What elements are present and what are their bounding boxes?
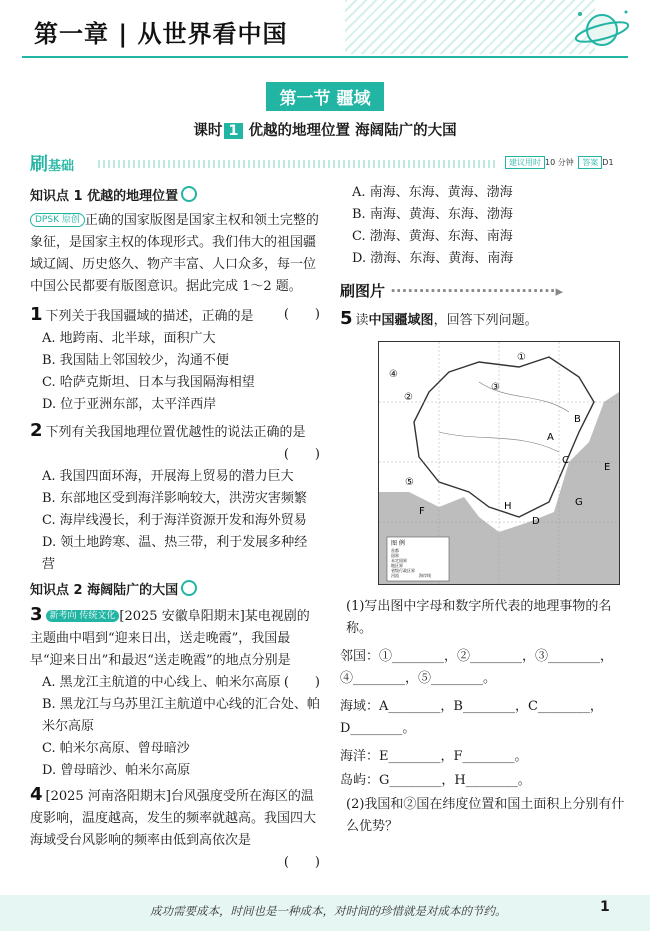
chapter-title: 第一章 | 从世界看中国: [34, 20, 288, 48]
q4-option-c: C. 渤海、黄海、东海、南海: [352, 229, 513, 244]
section-title: 第一节 疆域: [0, 82, 650, 111]
q4-paren: ( ): [283, 855, 320, 870]
map-label-5: ⑤: [405, 477, 414, 488]
map-label-3: ③: [491, 382, 500, 393]
map-label-b: B: [574, 414, 581, 425]
china-territory-map: [378, 341, 620, 585]
map-label-a: A: [547, 432, 554, 443]
legend-title: 图 例: [391, 540, 405, 547]
target-icon: [181, 580, 197, 596]
legend-item: 地区界: [391, 563, 403, 568]
q2-option-d: D. 领土地跨寒、温、热三带，利于发展多种经营: [42, 535, 308, 572]
map-label-g: G: [575, 497, 583, 508]
lesson-title: 课时 1 优越的地理位置 海阔陆广的大国: [193, 122, 457, 139]
seas-blanks: 海域：A________，B________，C________，D________。: [340, 699, 603, 736]
map-label-4: ④: [389, 369, 398, 380]
map-label-c: C: [562, 455, 569, 466]
planet-icon: [572, 6, 632, 54]
dpsk-tag: DPSK 原创: [30, 213, 85, 227]
subquestion-2: (2)我国和②国在纬度位置和国土面积上分别有什么优势？: [346, 797, 625, 834]
question-1: 1 下列关于我国疆域的描述，正确的是 ( ): [30, 304, 320, 325]
shua-jichu-heading: 刷基础: [30, 154, 75, 175]
map-label-2: ②: [404, 392, 413, 403]
map-label-d: D: [532, 516, 540, 527]
q3-option-b: B. 黑龙江与乌苏里江主航道中心线的汇合处、帕米尔高原: [42, 697, 320, 734]
q2-option-c: C. 海岸线漫长，利于海洋资源开发和海外贸易: [42, 513, 307, 528]
q2-option-b: B. 东部地区受到海洋影响较大，洪涝灾害频繁: [42, 491, 307, 506]
page-number: 1: [600, 899, 610, 915]
map-label-h: H: [504, 501, 512, 512]
question-4: 4 [2025 河南洛阳期末]台风强度受所在海区的温度影响，温度越高，发生的频率就越高。我国四大海域受台风影响的频率由低到高依次是: [30, 784, 317, 848]
legend-item: 首都: [391, 548, 399, 553]
q5-subquestions: [340, 596, 626, 838]
new-trend-tag: 新考向 传统文化: [46, 610, 120, 622]
q4-option-b: B. 南海、黄海、东海、渤海: [352, 207, 513, 222]
header-rule: [22, 56, 628, 58]
q1-option-c: C. 哈萨克斯坦、日本与我国隔海相望: [42, 375, 255, 390]
map-graphic: [379, 342, 619, 584]
q2-paren: ( ): [283, 447, 320, 462]
legend-item: 未定国界: [391, 558, 407, 563]
legend-item: 海岸线: [419, 573, 431, 578]
q1-option-d: D. 位于亚洲东部，太平洋西岸: [42, 397, 217, 412]
time-answer-info: 建议用时 10 分钟 答案 D1: [503, 156, 614, 169]
subquestion-1: (1)写出图中字母和数字所代表的地理事物的名称。: [346, 599, 612, 636]
heading-bar: [98, 160, 498, 168]
map-label-e: E: [604, 462, 611, 473]
q4-option-d: D. 渤海、东海、黄海、南海: [352, 251, 514, 266]
islands-blanks: 岛屿：G________，H________。: [340, 773, 531, 788]
legend-item: 省级行政区界: [391, 568, 415, 573]
header-stripe: [345, 0, 595, 54]
map-label-1: ①: [517, 352, 526, 363]
knowledge-point-2: 知识点 2 海阔陆广的大国: [30, 580, 320, 602]
intro-paragraph: DPSK 原创 正确的国家版图是国家主权和领土完整的象征，是国家主权的体现形式。我们伟大的祖国疆域辽阔、历史悠久、物产丰富、人口众多，每一位中国公民都要有版图意识。据此完成 1～2 题。: [30, 213, 319, 294]
q3-option-c: C. 帕米尔高原、曾母暗沙: [42, 741, 190, 756]
q3-option-d: D. 曾母暗沙、帕米尔高原: [42, 763, 191, 778]
map-label-f: F: [419, 506, 425, 517]
oceans-blanks: 海洋：E________，F________。: [340, 749, 528, 764]
footer-motto: 成功需要成本，时间也是一种成本，对时间的珍惜就是对成本的节约。: [150, 904, 507, 918]
question-5: 5 读中国疆域图，回答下列问题。: [340, 308, 538, 329]
q3-option-a: A. 黑龙江主航道的中心线上、帕米尔高原: [42, 675, 281, 690]
q4-option-a: A. 南海、东海、黄海、渤海: [352, 185, 513, 200]
target-icon: [181, 186, 197, 202]
q2-option-a: A. 我国四面环海，开展海上贸易的潜力巨大: [42, 469, 294, 484]
q1-option-a: A. 地跨南、北半球，面积广大: [42, 331, 216, 346]
question-2: 2 下列有关我国地理位置优越性的说法正确的是: [30, 420, 306, 441]
legend-item: 国界: [391, 553, 399, 558]
chapter-header: [0, 0, 650, 62]
knowledge-point-1: 知识点 1 优越的地理位置: [30, 186, 320, 208]
right-column: [340, 182, 626, 332]
legend-item: 河流: [391, 573, 399, 578]
left-column: [30, 186, 320, 874]
question-3: 3 新考向 传统文化 [2025 安徽阜阳期末]某电视剧的主题曲中唱到“迎来日出，送走晚霞”，我国最早“迎来日出”和最迟“送走晚霞”的地点分别是 ( ): [30, 604, 320, 690]
neighbors-blanks: 邻国：①________，②________，③________，④________，⑤________。: [340, 649, 614, 686]
shua-tupian-heading: 刷图片 ·····························▸: [340, 282, 564, 300]
q1-option-b: B. 我国陆上邻国较少，沟通不便: [42, 353, 229, 368]
